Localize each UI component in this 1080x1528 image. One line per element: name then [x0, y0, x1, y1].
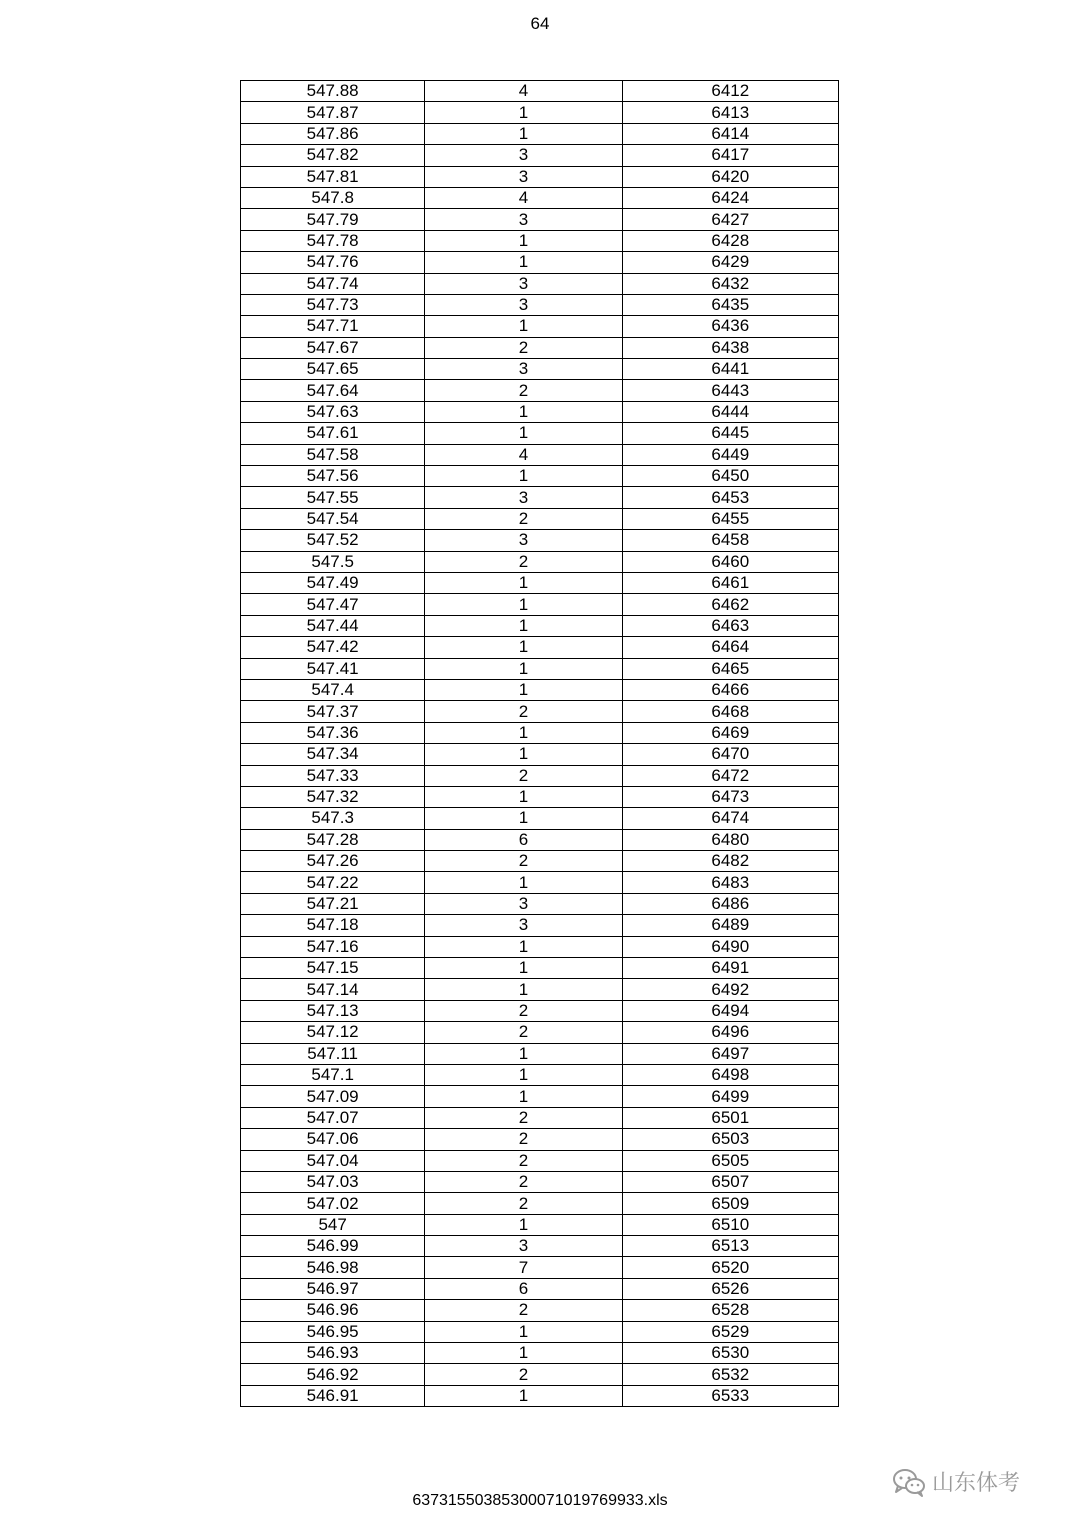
rank-cell: 6472	[622, 765, 838, 786]
rank-cell: 6501	[622, 1107, 838, 1128]
score-table-body	[241, 81, 839, 1407]
rank-cell: 6438	[622, 337, 838, 358]
table-row	[241, 1214, 839, 1235]
score-cell: 547.34	[241, 744, 425, 765]
rank-cell: 6469	[622, 722, 838, 743]
rank-cell: 6497	[622, 1043, 838, 1064]
table-row	[241, 808, 839, 829]
rank-cell: 6436	[622, 316, 838, 337]
table-row	[241, 401, 839, 422]
count-cell: 1	[425, 401, 622, 422]
rank-cell: 6443	[622, 380, 838, 401]
rank-cell: 6491	[622, 958, 838, 979]
table-row	[241, 294, 839, 315]
table-row	[241, 1022, 839, 1043]
table-row	[241, 958, 839, 979]
score-cell: 547.1	[241, 1064, 425, 1085]
rank-cell: 6526	[622, 1278, 838, 1299]
watermark-text: 山东体考	[932, 1471, 1021, 1496]
rank-cell: 6466	[622, 679, 838, 700]
rank-cell: 6463	[622, 615, 838, 636]
score-cell: 547.49	[241, 572, 425, 593]
rank-cell: 6432	[622, 273, 838, 294]
table-row	[241, 444, 839, 465]
table-row	[241, 81, 839, 102]
table-row	[241, 1064, 839, 1085]
table-row	[241, 701, 839, 722]
rank-cell: 6494	[622, 1000, 838, 1021]
score-cell: 547.47	[241, 594, 425, 615]
count-cell: 4	[425, 81, 622, 102]
count-cell: 3	[425, 359, 622, 380]
count-cell: 3	[425, 209, 622, 230]
count-cell: 1	[425, 1343, 622, 1364]
score-cell: 547.87	[241, 102, 425, 123]
table-row	[241, 872, 839, 893]
score-cell: 547.79	[241, 209, 425, 230]
score-cell: 546.95	[241, 1321, 425, 1342]
count-cell: 3	[425, 893, 622, 914]
table-row	[241, 380, 839, 401]
count-cell: 1	[425, 1043, 622, 1064]
count-cell: 1	[425, 466, 622, 487]
count-cell: 2	[425, 765, 622, 786]
rank-cell: 6489	[622, 915, 838, 936]
table-row	[241, 1150, 839, 1171]
table-row	[241, 936, 839, 957]
count-cell: 2	[425, 1364, 622, 1385]
count-cell: 2	[425, 337, 622, 358]
score-cell: 547.3	[241, 808, 425, 829]
rank-cell: 6464	[622, 637, 838, 658]
table-row	[241, 337, 839, 358]
rank-cell: 6461	[622, 572, 838, 593]
footer-filename: 63731550385300071019769933.xls	[412, 1492, 668, 1509]
table-row	[241, 423, 839, 444]
score-cell: 547.07	[241, 1107, 425, 1128]
count-cell: 1	[425, 594, 622, 615]
table-row	[241, 1236, 839, 1257]
count-cell: 3	[425, 166, 622, 187]
rank-cell: 6414	[622, 123, 838, 144]
count-cell: 3	[425, 530, 622, 551]
table-row	[241, 1364, 839, 1385]
rank-cell: 6412	[622, 81, 838, 102]
table-row	[241, 1278, 839, 1299]
score-cell: 547	[241, 1214, 425, 1235]
score-cell: 547.09	[241, 1086, 425, 1107]
table-row	[241, 145, 839, 166]
page-number: 64	[530, 14, 550, 33]
count-cell: 2	[425, 1150, 622, 1171]
table-row	[241, 273, 839, 294]
score-cell: 547.21	[241, 893, 425, 914]
count-cell: 1	[425, 615, 622, 636]
rank-cell: 6509	[622, 1193, 838, 1214]
score-cell: 547.5	[241, 551, 425, 572]
table-row	[241, 530, 839, 551]
count-cell: 4	[425, 444, 622, 465]
count-cell: 1	[425, 679, 622, 700]
table-row	[241, 1321, 839, 1342]
count-cell: 1	[425, 252, 622, 273]
score-cell: 547.33	[241, 765, 425, 786]
rank-cell: 6473	[622, 786, 838, 807]
count-cell: 3	[425, 145, 622, 166]
table-row	[241, 551, 839, 572]
score-cell: 547.03	[241, 1171, 425, 1192]
rank-cell: 6529	[622, 1321, 838, 1342]
table-row	[241, 679, 839, 700]
rank-cell: 6474	[622, 808, 838, 829]
count-cell: 2	[425, 1022, 622, 1043]
table-row	[241, 829, 839, 850]
table-row	[241, 209, 839, 230]
rank-cell: 6424	[622, 187, 838, 208]
score-cell: 547.74	[241, 273, 425, 294]
rank-cell: 6530	[622, 1343, 838, 1364]
score-cell: 547.06	[241, 1129, 425, 1150]
count-cell: 2	[425, 380, 622, 401]
table-row	[241, 508, 839, 529]
count-cell: 1	[425, 1086, 622, 1107]
table-row	[241, 765, 839, 786]
count-cell: 3	[425, 915, 622, 936]
count-cell: 2	[425, 508, 622, 529]
score-table	[240, 80, 839, 1407]
rank-cell: 6417	[622, 145, 838, 166]
rank-cell: 6444	[622, 401, 838, 422]
score-cell: 547.58	[241, 444, 425, 465]
score-cell: 547.36	[241, 722, 425, 743]
score-cell: 546.93	[241, 1343, 425, 1364]
table-row	[241, 594, 839, 615]
table-row	[241, 1343, 839, 1364]
count-cell: 6	[425, 1278, 622, 1299]
table-row	[241, 230, 839, 251]
score-cell: 547.22	[241, 872, 425, 893]
count-cell: 1	[425, 786, 622, 807]
rank-cell: 6499	[622, 1086, 838, 1107]
count-cell: 2	[425, 701, 622, 722]
table-row	[241, 487, 839, 508]
score-cell: 546.92	[241, 1364, 425, 1385]
score-cell: 547.61	[241, 423, 425, 444]
table-row	[241, 187, 839, 208]
count-cell: 3	[425, 487, 622, 508]
score-cell: 547.73	[241, 294, 425, 315]
rank-cell: 6480	[622, 829, 838, 850]
score-cell: 547.76	[241, 252, 425, 273]
score-cell: 547.63	[241, 401, 425, 422]
count-cell: 2	[425, 1171, 622, 1192]
score-cell: 547.15	[241, 958, 425, 979]
table-row	[241, 637, 839, 658]
table-row	[241, 979, 839, 1000]
rank-cell: 6455	[622, 508, 838, 529]
table-row	[241, 1107, 839, 1128]
count-cell: 2	[425, 851, 622, 872]
score-cell: 547.4	[241, 679, 425, 700]
rank-cell: 6498	[622, 1064, 838, 1085]
table-row	[241, 466, 839, 487]
score-cell: 547.86	[241, 123, 425, 144]
count-cell: 1	[425, 808, 622, 829]
rank-cell: 6520	[622, 1257, 838, 1278]
table-row	[241, 851, 839, 872]
table-row	[241, 359, 839, 380]
rank-cell: 6533	[622, 1385, 838, 1406]
table-row	[241, 102, 839, 123]
rank-cell: 6465	[622, 658, 838, 679]
count-cell: 3	[425, 273, 622, 294]
count-cell: 2	[425, 551, 622, 572]
score-cell: 547.64	[241, 380, 425, 401]
score-cell: 547.52	[241, 530, 425, 551]
score-cell: 547.14	[241, 979, 425, 1000]
table-row	[241, 1300, 839, 1321]
rank-cell: 6513	[622, 1236, 838, 1257]
score-cell: 547.81	[241, 166, 425, 187]
rank-cell: 6510	[622, 1214, 838, 1235]
table-row	[241, 744, 839, 765]
count-cell: 3	[425, 1236, 622, 1257]
rank-cell: 6486	[622, 893, 838, 914]
score-cell: 547.16	[241, 936, 425, 957]
table-row	[241, 722, 839, 743]
rank-cell: 6420	[622, 166, 838, 187]
count-cell: 1	[425, 1214, 622, 1235]
rank-cell: 6428	[622, 230, 838, 251]
score-cell: 547.37	[241, 701, 425, 722]
score-cell: 547.04	[241, 1150, 425, 1171]
rank-cell: 6483	[622, 872, 838, 893]
rank-cell: 6528	[622, 1300, 838, 1321]
score-cell: 547.26	[241, 851, 425, 872]
table-row	[241, 615, 839, 636]
rank-cell: 6445	[622, 423, 838, 444]
rank-cell: 6427	[622, 209, 838, 230]
table-row	[241, 316, 839, 337]
score-cell: 547.32	[241, 786, 425, 807]
count-cell: 1	[425, 658, 622, 679]
rank-cell: 6492	[622, 979, 838, 1000]
count-cell: 1	[425, 123, 622, 144]
count-cell: 1	[425, 872, 622, 893]
table-row	[241, 658, 839, 679]
table-row	[241, 1257, 839, 1278]
table-row	[241, 1193, 839, 1214]
rank-cell: 6482	[622, 851, 838, 872]
table-row	[241, 915, 839, 936]
rank-cell: 6505	[622, 1150, 838, 1171]
score-cell: 546.98	[241, 1257, 425, 1278]
count-cell: 1	[425, 230, 622, 251]
table-row	[241, 1043, 839, 1064]
count-cell: 1	[425, 744, 622, 765]
rank-cell: 6450	[622, 466, 838, 487]
rank-cell: 6532	[622, 1364, 838, 1385]
rank-cell: 6462	[622, 594, 838, 615]
count-cell: 1	[425, 936, 622, 957]
score-cell: 547.55	[241, 487, 425, 508]
count-cell: 2	[425, 1300, 622, 1321]
score-cell: 547.18	[241, 915, 425, 936]
score-cell: 547.41	[241, 658, 425, 679]
table-row	[241, 1171, 839, 1192]
rank-cell: 6435	[622, 294, 838, 315]
count-cell: 6	[425, 829, 622, 850]
count-cell: 2	[425, 1129, 622, 1150]
rank-cell: 6460	[622, 551, 838, 572]
rank-cell: 6458	[622, 530, 838, 551]
table-row	[241, 166, 839, 187]
rank-cell: 6449	[622, 444, 838, 465]
score-cell: 547.13	[241, 1000, 425, 1021]
score-cell: 546.99	[241, 1236, 425, 1257]
rank-cell: 6413	[622, 102, 838, 123]
score-cell: 546.97	[241, 1278, 425, 1299]
rank-cell: 6468	[622, 701, 838, 722]
rank-cell: 6503	[622, 1129, 838, 1150]
rank-cell: 6507	[622, 1171, 838, 1192]
score-cell: 546.91	[241, 1385, 425, 1406]
table-row	[241, 572, 839, 593]
score-cell: 547.71	[241, 316, 425, 337]
count-cell: 1	[425, 1321, 622, 1342]
score-cell: 547.28	[241, 829, 425, 850]
rank-cell: 6490	[622, 936, 838, 957]
count-cell: 1	[425, 1064, 622, 1085]
count-cell: 3	[425, 294, 622, 315]
table-row	[241, 1129, 839, 1150]
rank-cell: 6453	[622, 487, 838, 508]
score-cell: 547.78	[241, 230, 425, 251]
rank-cell: 6441	[622, 359, 838, 380]
table-row	[241, 893, 839, 914]
count-cell: 1	[425, 316, 622, 337]
table-row	[241, 1086, 839, 1107]
score-cell: 547.11	[241, 1043, 425, 1064]
rank-cell: 6429	[622, 252, 838, 273]
score-cell: 547.54	[241, 508, 425, 529]
score-cell: 547.88	[241, 81, 425, 102]
table-row	[241, 786, 839, 807]
score-cell: 547.65	[241, 359, 425, 380]
score-cell: 547.42	[241, 637, 425, 658]
table-row	[241, 123, 839, 144]
count-cell: 1	[425, 423, 622, 444]
count-cell: 1	[425, 637, 622, 658]
count-cell: 4	[425, 187, 622, 208]
count-cell: 1	[425, 979, 622, 1000]
count-cell: 1	[425, 722, 622, 743]
score-cell: 547.67	[241, 337, 425, 358]
rank-cell: 6496	[622, 1022, 838, 1043]
count-cell: 2	[425, 1193, 622, 1214]
rank-cell: 6470	[622, 744, 838, 765]
table-row	[241, 252, 839, 273]
score-cell: 547.12	[241, 1022, 425, 1043]
score-cell: 547.8	[241, 187, 425, 208]
count-cell: 7	[425, 1257, 622, 1278]
score-cell: 547.02	[241, 1193, 425, 1214]
count-cell: 2	[425, 1107, 622, 1128]
score-cell: 547.44	[241, 615, 425, 636]
count-cell: 1	[425, 572, 622, 593]
count-cell: 2	[425, 1000, 622, 1021]
count-cell: 1	[425, 958, 622, 979]
score-cell: 546.96	[241, 1300, 425, 1321]
count-cell: 1	[425, 1385, 622, 1406]
score-cell: 547.56	[241, 466, 425, 487]
table-row	[241, 1385, 839, 1406]
score-cell: 547.82	[241, 145, 425, 166]
count-cell: 1	[425, 102, 622, 123]
table-row	[241, 1000, 839, 1021]
